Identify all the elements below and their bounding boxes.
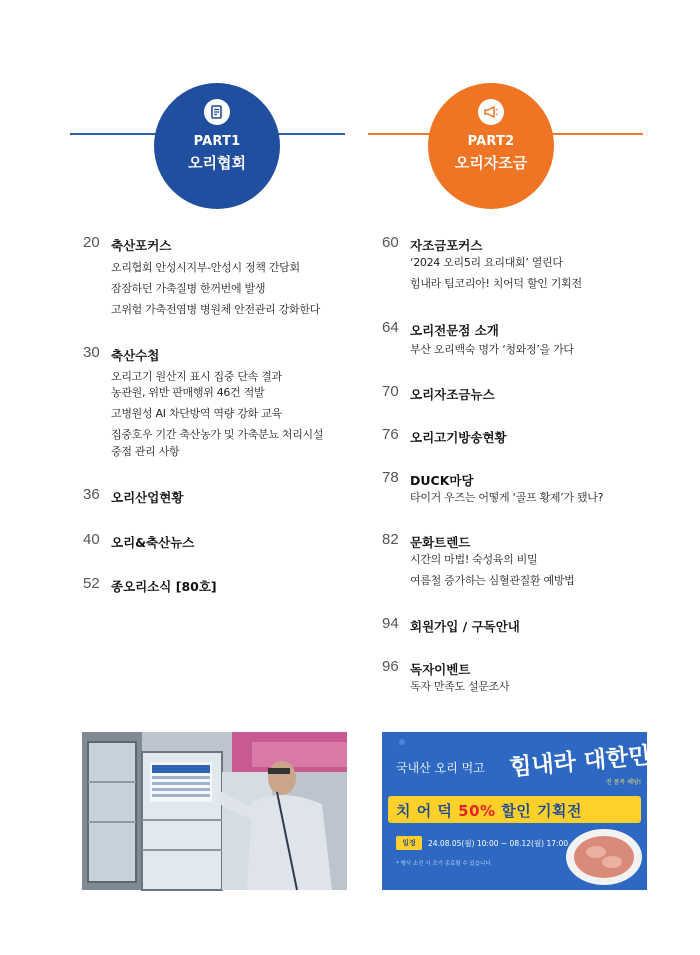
toc-section-title: 오리고기방송현황: [410, 430, 507, 445]
toc-page-number: 20: [83, 234, 100, 251]
part1-label: PART1: [193, 134, 241, 149]
toc-subitem: 집중호우 기간 축산농가 및 가축분뇨 처리시설: [111, 428, 324, 441]
toc-subitem: 여름철 증가하는 심혈관질환 예방법: [410, 574, 575, 587]
toc-subitem: ‘2024 오리5리 요리대회’ 열린다: [410, 256, 563, 269]
part2-label: PART2: [467, 134, 515, 149]
toc-page-number: 64: [382, 319, 399, 336]
banner-headline: 국내산 오리 먹고: [396, 761, 485, 775]
toc-subitem: 고위험 가축전염병 병원체 안전관리 강화한다: [111, 303, 320, 316]
discount-value: 50%: [458, 802, 496, 820]
toc-section-title: 오리자조금뉴스: [410, 387, 495, 402]
toc-page-number: 60: [382, 234, 399, 251]
toc-subitem: 농관원, 위반 판매행위 46건 적발: [111, 386, 265, 399]
part2-badge: [428, 83, 554, 209]
part1-name: 오리협회: [188, 154, 246, 172]
banner-date: 24.08.05(월) 10:00 ~ 08.12(월) 17:00: [428, 839, 569, 848]
banner-script-text: 힘내라 대한민국: [508, 739, 674, 782]
toc-section-title: 회원가입 / 구독안내: [410, 619, 520, 634]
toc-page-number: 40: [83, 531, 100, 548]
banner-note: * 행사 소진 시 조기 종료될 수 있습니다.: [396, 861, 493, 867]
toc-section-title: 종오리소식 [80호]: [111, 579, 217, 594]
toc-subitem: 오리협회 안성시지부-안성시 정책 간담회: [111, 261, 300, 274]
toc-subitem: 시간의 마법! 숙성육의 비밀: [410, 553, 538, 566]
toc-section-title: 오리&축산뉴스: [111, 535, 195, 550]
toc-subitem: 잠잠하던 가축질병 한꺼번에 발생: [111, 282, 266, 295]
megaphone-icon: [478, 99, 504, 125]
toc-section-title: 문화트렌드: [410, 535, 471, 550]
document-icon: [204, 99, 230, 125]
banner-badge: 전 품목 해당!: [606, 779, 642, 786]
toc-page-number: 30: [83, 344, 100, 361]
toc-page-number: 94: [382, 615, 399, 632]
toc-subitem: 고병원성 AI 차단방역 역량 강화 교육: [111, 407, 282, 420]
part2-name: 오리자조금: [454, 154, 528, 172]
toc-subitem: 타이거 우즈는 어떻게 ‘골프 황제’가 됐나?: [410, 491, 604, 504]
toc-subitem: 오리고기 원산지 표시 집중 단속 결과: [111, 370, 282, 383]
toc-section-title: 축산수첩: [111, 348, 160, 363]
toc-section-title: 축산포커스: [111, 238, 172, 253]
toc-subitem: 부산 오리백숙 명가 ‘청와정’을 가다: [410, 343, 574, 356]
toc-page-number: 96: [382, 658, 399, 675]
toc-section-title: 독자이벤트: [410, 662, 471, 677]
toc-section-title: 자조금포커스: [410, 238, 483, 253]
banner-main-title: 치 어 덕 50% 할인 기획전: [396, 802, 582, 820]
toc-page-number: 36: [83, 486, 100, 503]
inspection-photo: [82, 732, 347, 890]
toc-subitem: 중점 관리 사항: [111, 445, 180, 458]
toc-section-title: 오리산업현황: [111, 490, 184, 505]
toc-section-title: 오리전문점 소개: [410, 323, 499, 338]
toc-page-number: 78: [382, 469, 399, 486]
toc-page-number: 52: [83, 575, 100, 592]
toc-section-title: DUCK마당: [410, 473, 474, 488]
banner-date-label: 일정: [396, 836, 422, 850]
toc-page-number: 76: [382, 426, 399, 443]
toc-page-number: 70: [382, 383, 399, 400]
toc-page-number: 82: [382, 531, 399, 548]
toc-subitem: 독자 만족도 설문조사: [410, 680, 510, 693]
part1-badge: [154, 83, 280, 209]
toc-subitem: 힘내라 팀코리아! 치어덕 할인 기획전: [410, 277, 582, 290]
promo-banner[interactable]: [382, 732, 674, 890]
